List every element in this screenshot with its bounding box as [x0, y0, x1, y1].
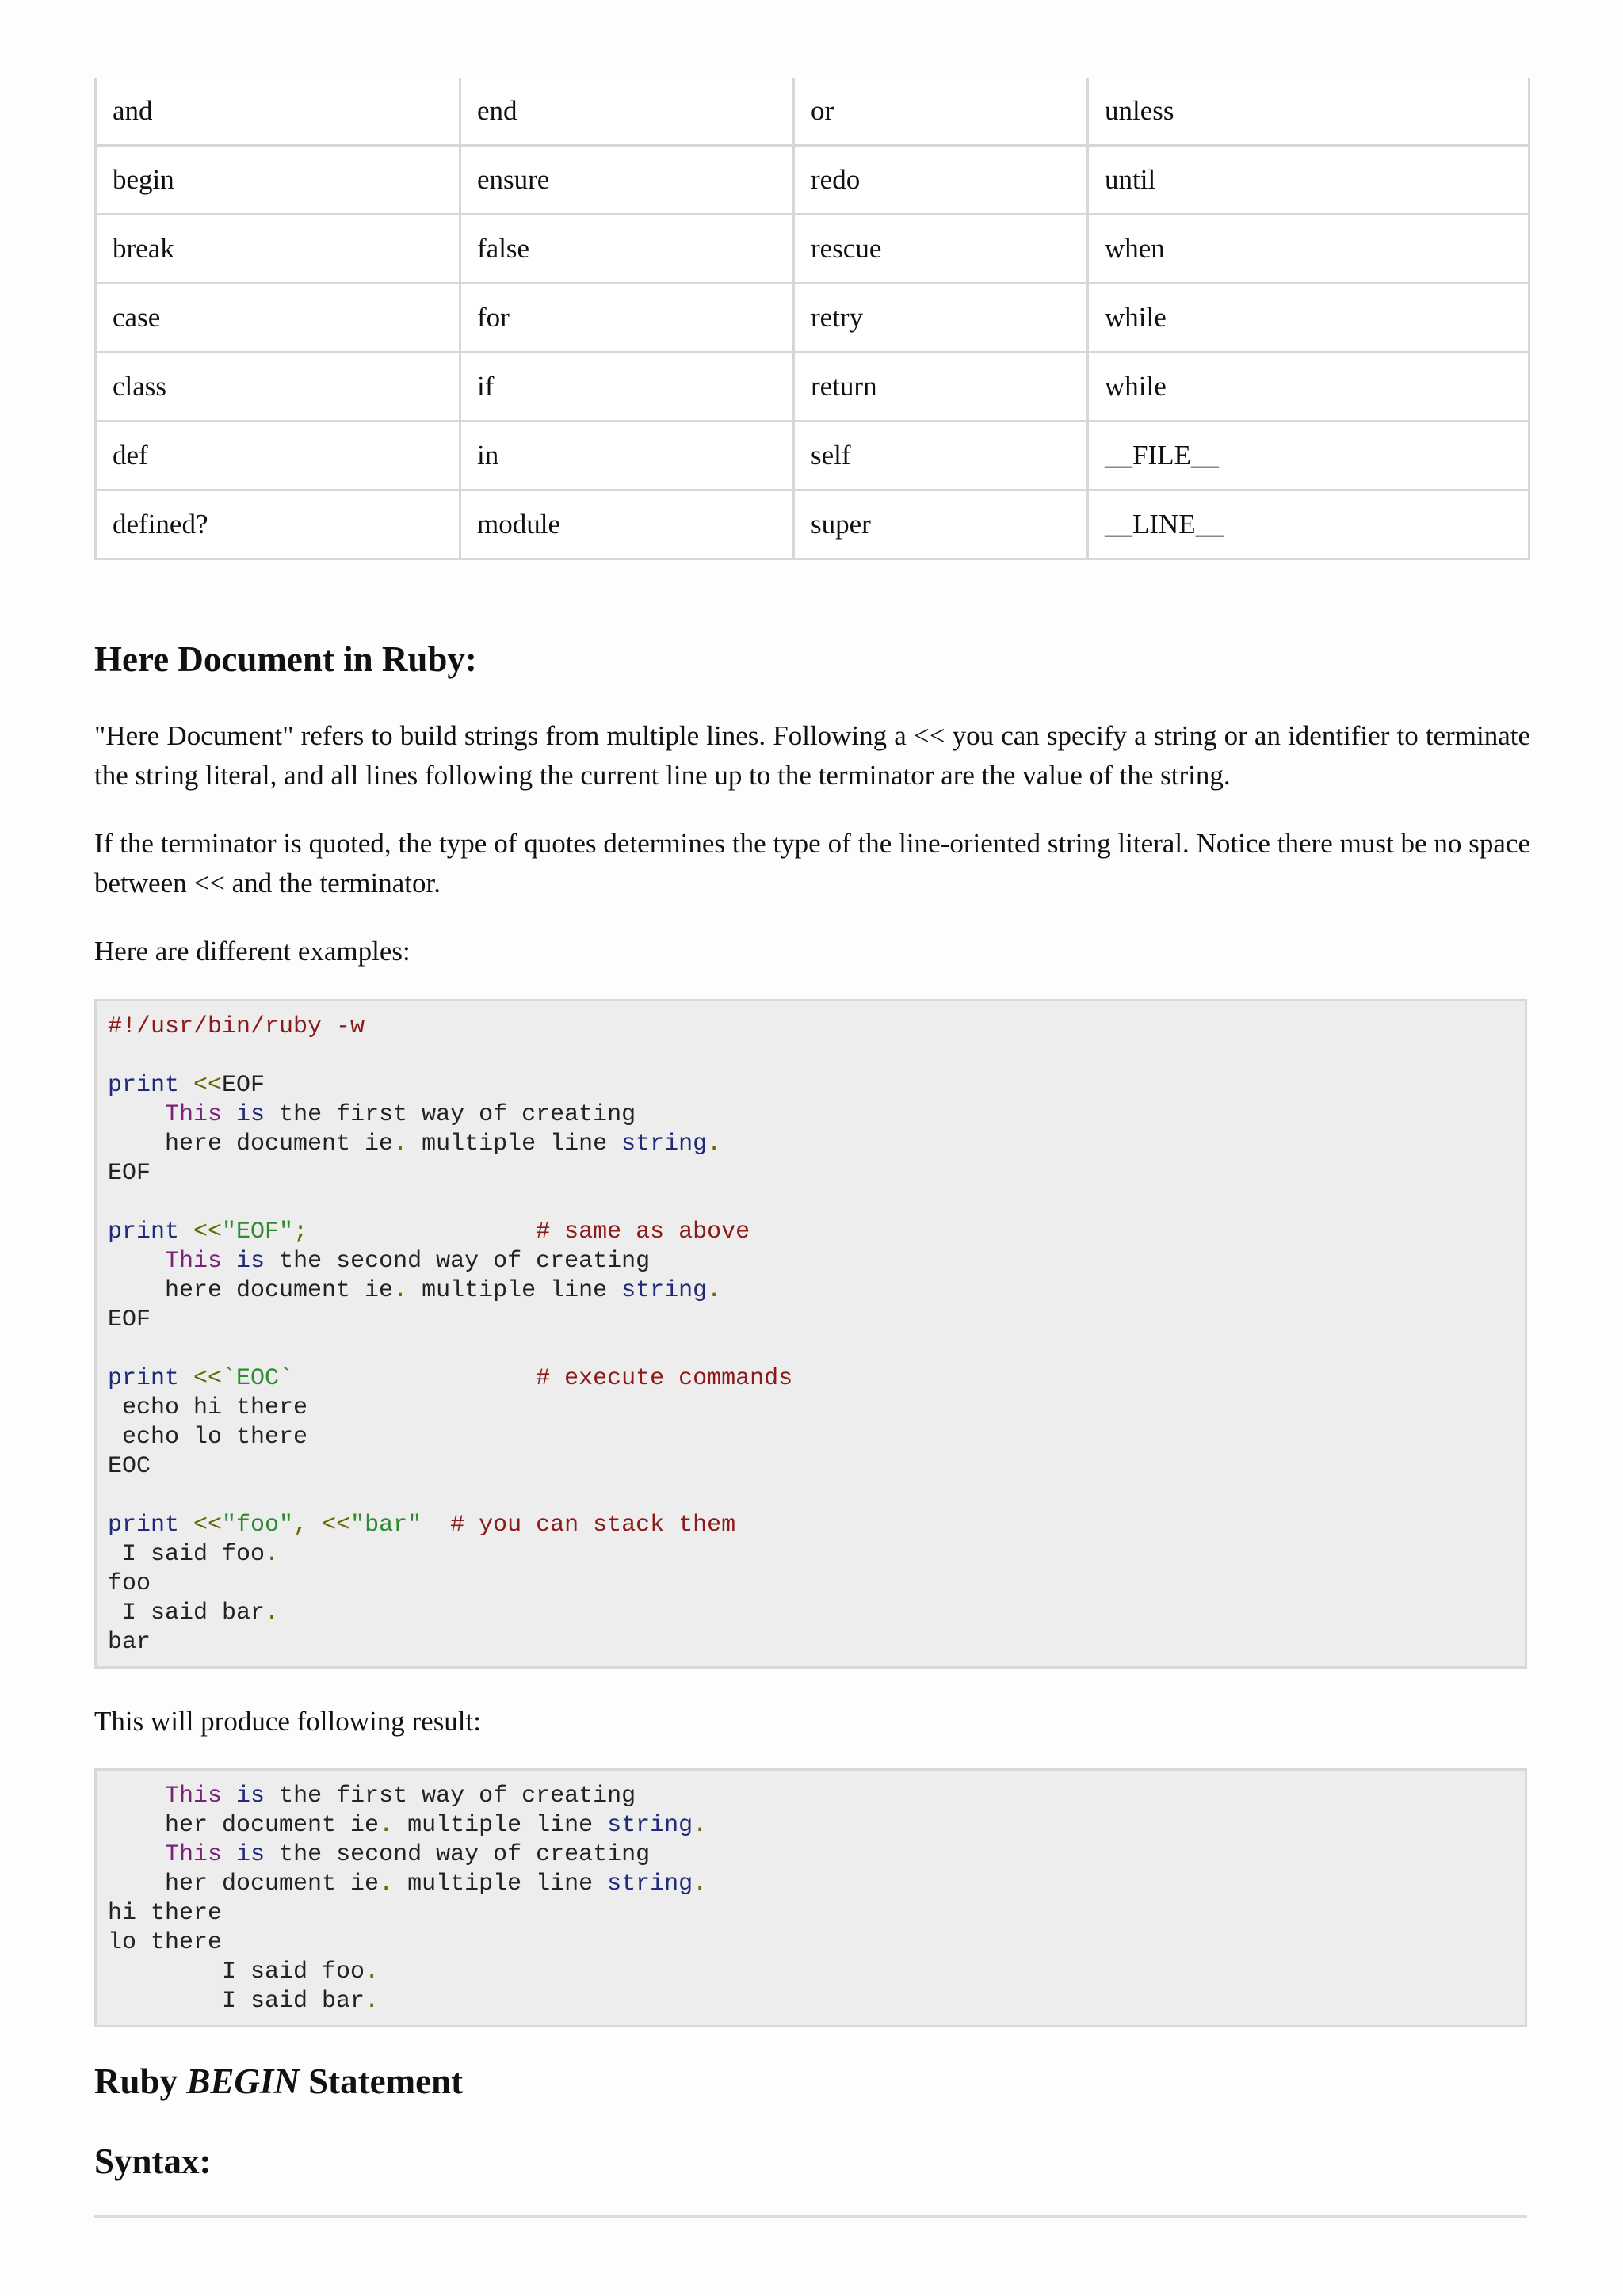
code-line	[108, 1958, 1525, 1987]
code-token: string	[621, 1277, 708, 1304]
code-token: ;	[293, 1219, 308, 1245]
table-cell: case	[96, 284, 460, 353]
table-cell: while	[1088, 353, 1529, 421]
code-token	[108, 1783, 165, 1810]
table-cell: when	[1088, 215, 1529, 284]
code-token: "EOF"	[222, 1219, 294, 1245]
code-token: I said foo	[108, 1958, 365, 1985]
code-token: hi there	[108, 1900, 223, 1927]
heredoc-paragraph-3: Here are different examples:	[94, 936, 411, 967]
code-token: .	[379, 1812, 394, 1839]
code-line	[108, 1628, 1525, 1657]
code-token: .	[265, 1541, 280, 1568]
code-token: is	[236, 1248, 265, 1275]
code-token: is	[236, 1783, 265, 1810]
heredoc-heading: Here Document in Ruby:	[94, 639, 477, 679]
code-token	[422, 1512, 450, 1539]
begin-heading-keyword: BEGIN	[186, 2061, 300, 2101]
code-token: here document ie	[108, 1277, 394, 1304]
code-line	[108, 1188, 1525, 1218]
table-cell: rescue	[794, 215, 1088, 284]
code-token	[179, 1512, 193, 1539]
code-token: foo	[108, 1570, 151, 1597]
code-token: This	[165, 1248, 223, 1275]
code-token: .	[379, 1871, 394, 1897]
code-token: .	[393, 1277, 408, 1304]
code-token: .	[693, 1871, 708, 1897]
code-token	[179, 1072, 193, 1099]
table-row	[96, 353, 1529, 421]
code-token	[222, 1783, 236, 1810]
code-token: bar	[108, 1629, 151, 1656]
table-row	[96, 146, 1529, 215]
table-cell: module	[460, 490, 794, 559]
code-line	[108, 1899, 1525, 1928]
example-code-block	[94, 999, 1527, 1669]
code-line	[108, 1159, 1525, 1188]
table-cell: for	[460, 284, 794, 353]
code-line	[108, 1100, 1525, 1130]
table-cell: end	[460, 78, 794, 146]
code-token: string	[621, 1131, 708, 1158]
code-token: EOC	[108, 1453, 151, 1480]
code-token: is	[236, 1841, 265, 1868]
code-token: .	[693, 1812, 708, 1839]
code-token: print	[108, 1219, 180, 1245]
code-token: print	[108, 1072, 180, 1099]
heredoc-paragraph-1: "Here Document" refers to build strings from multiple lines. Following a << you can specify a string or an identifier to terminate the string literal, and all lines following the current line up to the terminator are the value of the string.	[94, 720, 1530, 791]
code-line	[108, 1071, 1525, 1100]
code-token: is	[236, 1101, 265, 1128]
code-line	[108, 1306, 1525, 1335]
table-cell: unless	[1088, 78, 1529, 146]
table-cell: break	[96, 215, 460, 284]
code-line	[108, 1013, 1525, 1042]
code-token	[222, 1248, 236, 1275]
code-token: string	[607, 1871, 693, 1897]
table-cell: return	[794, 353, 1088, 421]
code-token: .	[707, 1277, 722, 1304]
code-line	[108, 1276, 1525, 1306]
code-token: # same as above	[536, 1219, 750, 1245]
table-cell: false	[460, 215, 794, 284]
table-cell: __FILE__	[1088, 421, 1529, 490]
reserved-words-table	[94, 78, 1530, 560]
code-block-top-border	[94, 2215, 1527, 2218]
code-line	[108, 1511, 1525, 1540]
code-token: .	[265, 1600, 280, 1627]
code-token: multiple line	[393, 1871, 608, 1897]
code-line	[108, 1423, 1525, 1452]
code-token: ,	[293, 1512, 323, 1539]
code-line	[108, 1569, 1525, 1599]
code-line	[108, 1870, 1525, 1899]
code-line	[108, 1394, 1525, 1423]
code-token	[293, 1365, 536, 1392]
code-token: I said bar	[108, 1600, 265, 1627]
table-cell: class	[96, 353, 460, 421]
code-token	[108, 1101, 165, 1128]
code-token	[222, 1101, 236, 1128]
result-code-block	[94, 1768, 1527, 2027]
code-token: I said bar	[108, 1988, 365, 2015]
code-token: This	[165, 1783, 223, 1810]
code-token: here document ie	[108, 1131, 394, 1158]
code-line	[108, 1335, 1525, 1364]
code-token: <<	[193, 1365, 223, 1392]
code-line	[108, 1811, 1525, 1840]
code-line	[108, 1540, 1525, 1569]
table-cell: until	[1088, 146, 1529, 215]
syntax-heading: Syntax:	[94, 2142, 212, 2181]
table-cell: defined?	[96, 490, 460, 559]
code-token: # you can stack them	[450, 1512, 736, 1539]
begin-heading-prefix: Ruby	[94, 2061, 187, 2101]
code-token: the first way of creating	[265, 1783, 636, 1810]
code-token: EOF	[108, 1306, 151, 1333]
code-token: #!/usr/bin/ruby -w	[108, 1013, 365, 1040]
code-token: her document ie	[108, 1871, 380, 1897]
code-token	[108, 1248, 165, 1275]
code-token: "bar"	[350, 1512, 422, 1539]
table-cell: self	[794, 421, 1088, 490]
code-token: multiple line	[393, 1812, 608, 1839]
code-token: .	[393, 1131, 408, 1158]
code-token: print	[108, 1512, 180, 1539]
begin-heading-suffix: Statement	[299, 2061, 464, 2101]
code-token	[222, 1841, 236, 1868]
code-line	[108, 1482, 1525, 1511]
table-cell: retry	[794, 284, 1088, 353]
code-token: the first way of creating	[265, 1101, 636, 1128]
code-token: echo lo there	[108, 1424, 308, 1451]
code-token: `EOC`	[222, 1365, 294, 1392]
table-row	[96, 215, 1529, 284]
code-token: echo hi there	[108, 1394, 308, 1421]
table-cell: begin	[96, 146, 460, 215]
code-line	[108, 1928, 1525, 1958]
table-cell: while	[1088, 284, 1529, 353]
code-line	[108, 1247, 1525, 1276]
table-cell: redo	[794, 146, 1088, 215]
code-token: "foo"	[222, 1512, 294, 1539]
table-row	[96, 421, 1529, 490]
code-line	[108, 1840, 1525, 1870]
heredoc-paragraph-2: If the terminator is quoted, the type of quotes determines the type of the line-oriented string literal. Notice there must be no space between << and the terminator.	[94, 828, 1530, 898]
table-cell: if	[460, 353, 794, 421]
code-token	[108, 1841, 165, 1868]
code-token: This	[165, 1101, 223, 1128]
code-token: .	[365, 1958, 380, 1985]
code-token: print	[108, 1365, 180, 1392]
table-row	[96, 490, 1529, 559]
code-line	[108, 1042, 1525, 1071]
code-token: This	[165, 1841, 223, 1868]
table-cell: ensure	[460, 146, 794, 215]
code-token	[179, 1365, 193, 1392]
code-token: her document ie	[108, 1812, 380, 1839]
code-token: <<	[193, 1219, 223, 1245]
table-row	[96, 78, 1529, 146]
code-token: I said foo	[108, 1541, 265, 1568]
code-line	[108, 1364, 1525, 1394]
table-cell: in	[460, 421, 794, 490]
code-token: <<	[193, 1072, 223, 1099]
table-cell: __LINE__	[1088, 490, 1529, 559]
code-token: lo there	[108, 1929, 223, 1956]
code-token: .	[365, 1988, 380, 2015]
code-token: multiple line	[407, 1277, 622, 1304]
table-cell: def	[96, 421, 460, 490]
code-token	[179, 1219, 193, 1245]
reserved-words-table-body	[96, 78, 1529, 559]
code-token: <<	[322, 1512, 351, 1539]
code-token: the second way of creating	[265, 1248, 651, 1275]
code-token: EOF	[108, 1160, 151, 1187]
code-token	[307, 1219, 536, 1245]
code-token: <<	[193, 1512, 223, 1539]
code-line	[108, 1452, 1525, 1482]
code-token: the second way of creating	[265, 1841, 651, 1868]
code-token: string	[607, 1812, 693, 1839]
code-token: multiple line	[407, 1131, 622, 1158]
table-cell: and	[96, 78, 460, 146]
code-line	[108, 1987, 1525, 2016]
code-line	[108, 1782, 1525, 1811]
code-token: .	[707, 1131, 722, 1158]
table-cell: super	[794, 490, 1088, 559]
code-line	[108, 1218, 1525, 1247]
table-row	[96, 284, 1529, 353]
code-token: # execute commands	[536, 1365, 793, 1392]
code-line	[108, 1130, 1525, 1159]
code-line	[108, 1599, 1525, 1628]
table-cell: or	[794, 78, 1088, 146]
code-token: EOF	[222, 1072, 265, 1099]
begin-statement-heading	[94, 2061, 463, 2102]
result-intro: This will produce following result:	[94, 1706, 481, 1737]
